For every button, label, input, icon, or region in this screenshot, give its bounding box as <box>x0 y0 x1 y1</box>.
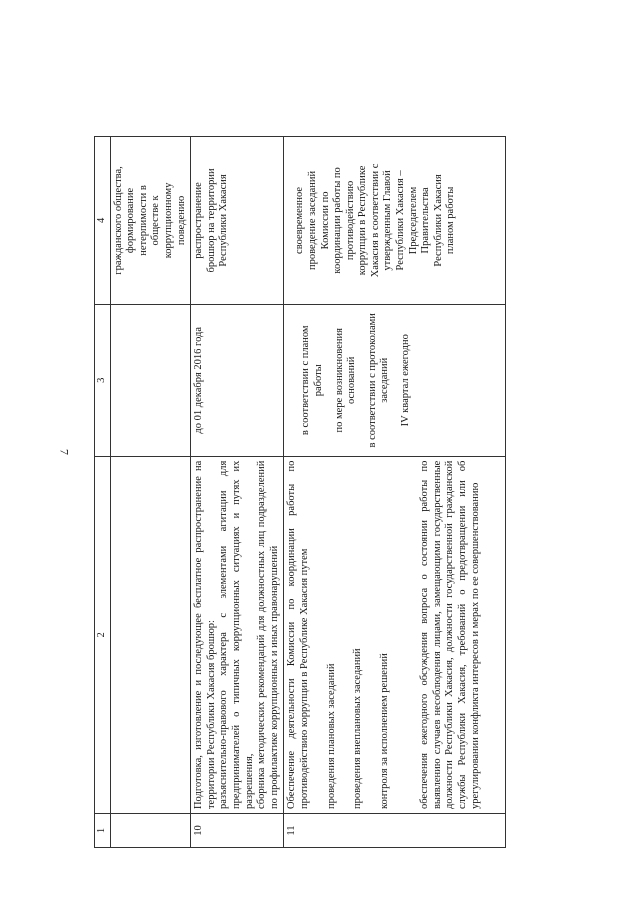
measures-table <box>94 136 506 848</box>
table-row <box>284 137 506 848</box>
page-number: 7 <box>57 449 72 455</box>
header-col-3: 3 <box>95 304 111 456</box>
table-header-row <box>95 137 111 848</box>
row-number: 11 <box>284 814 506 848</box>
measure-cell: Обеспечение деятельности Комиссии по координации работы по противодействию коррупции в Республике Хакасия путем проведения плановых заседаний проведения внеплановых заседаний контроля за исполнением решений обеспечения ежегодного обсуждения вопроса о состоянии работы по выявлению случаев несоблюдения лицами, замещающими государственные должности Республики Хакасия, должности государственной гражданской службы Республики Хакасия, требований о предотвращении или об урегулировании конфликта интересов и мерах по ее совершенствованию <box>284 456 506 813</box>
rotated-table-container <box>94 136 506 848</box>
header-col-4: 4 <box>95 137 111 305</box>
result-cell: распространение брошюр на территории Республики Хакасия <box>191 137 284 305</box>
measure-cell: Подготовка, изготовление и последующее бесплатное распространение на территории Республики Хакасия брошюр: разъяснительно-правового характера с элементами агитации для предпринимателей о типичных коррупционных ситуациях и путях их разрешения, сборника методических рекомендаций для должностных лиц подразделений по профилактике коррупционных и иных правонарушений <box>191 456 284 813</box>
continued-result-cell: гражданского общества, формирование нетерпимости в обществе к коррупционному поведению <box>110 137 191 305</box>
deadline-cell: в соответствии с планом работы по мере возникновения оснований в соответствии с протоколами заседаний IV квартал ежегодно <box>284 304 506 456</box>
table-row <box>110 137 191 848</box>
row-number: 10 <box>191 814 284 848</box>
header-col-2: 2 <box>95 456 111 813</box>
deadline-cell: до 01 декабря 2016 года <box>191 304 284 456</box>
table-row <box>191 137 284 848</box>
result-cell: своевременное проведение заседаний Комиссии по координации работы по противодействию коррупции в Республике Хакасия в соответствии с утвержденным Главой Республики Хакасия – Председателем Правительства Республики Хакасия планом работы <box>284 137 506 305</box>
header-col-1: 1 <box>95 814 111 848</box>
